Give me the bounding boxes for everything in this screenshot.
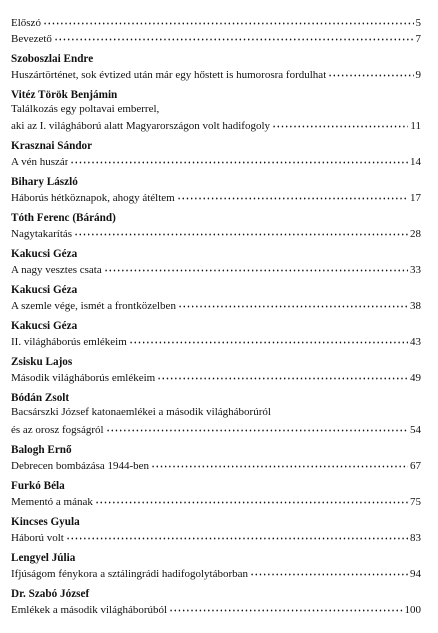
entry-title: II. világháborús emlékeim	[11, 336, 127, 348]
toc-entry	[11, 551, 421, 581]
entry-author: Dr. Szabó József	[11, 587, 90, 600]
dot-leader	[104, 261, 408, 273]
entry-author: Furkó Béla	[11, 479, 65, 492]
dot-leader	[157, 369, 408, 381]
page-number: 38	[410, 300, 421, 312]
entry-author: Krasznai Sándor	[11, 140, 93, 152]
entry-title: A vén huszár	[11, 156, 69, 168]
entry-title: Háború volt	[11, 531, 64, 544]
page-number: 83	[410, 531, 421, 544]
page-number: 33	[410, 264, 421, 276]
toc-entry	[11, 443, 421, 473]
toc-line	[11, 66, 421, 82]
entry-author: Kincses Gyula	[11, 515, 80, 528]
page-number: 67	[410, 459, 421, 472]
entry-title: Mementó a mának	[11, 495, 93, 508]
toc-entry	[11, 30, 421, 46]
toc-entry	[11, 391, 421, 436]
toc-entry	[11, 479, 421, 509]
entry-author: Zsisku Lajos	[11, 356, 73, 368]
toc-entry	[11, 211, 421, 241]
table-of-contents	[11, 14, 421, 616]
page-number: 28	[410, 228, 421, 240]
entry-author: Kakucsi Géza	[11, 248, 78, 260]
toc-line	[11, 30, 421, 46]
toc-entry	[11, 52, 421, 82]
page-number: 7	[415, 32, 421, 45]
toc-entry	[11, 139, 421, 169]
entry-title: Második világháborús emlékeim	[11, 372, 156, 384]
page-number: 75	[410, 495, 421, 508]
toc-entry	[11, 319, 421, 349]
entry-title-line: Bacsárszki József katonaemlékei a második világháborúról	[11, 406, 271, 418]
toc-line	[11, 601, 421, 617]
entry-title-line: és az orosz fogságról	[11, 423, 104, 436]
page-number: 49	[410, 372, 421, 384]
toc-line	[11, 225, 421, 241]
toc-line	[11, 261, 421, 277]
dot-leader	[74, 225, 408, 237]
entry-title: Háborús hétköznapok, ahogy átéltem	[11, 192, 175, 204]
entry-author: Lengyel Júlia	[11, 551, 76, 564]
toc-line	[11, 14, 421, 30]
toc-entry	[11, 88, 421, 133]
toc-entry	[11, 247, 421, 277]
entry-title-line: aki az I. világháború alatt Magyarországon volt hadifogoly	[11, 120, 271, 132]
dot-leader	[95, 493, 408, 505]
page-number: 14	[410, 156, 421, 168]
toc-entry	[11, 175, 421, 205]
page-number: 5	[415, 17, 421, 29]
toc-line	[11, 529, 421, 545]
entry-title: Bevezető	[11, 32, 52, 45]
entry-author: Szoboszlai Endre	[11, 52, 94, 65]
toc-line	[11, 421, 421, 437]
page-number: 17	[410, 192, 421, 204]
toc-entry	[11, 14, 421, 30]
entry-title-line: Találkozás egy poltavai emberrel,	[11, 102, 160, 115]
toc-line	[11, 102, 421, 118]
toc-line	[11, 405, 421, 421]
entry-author: Bódán Zsolt	[11, 392, 70, 404]
dot-leader	[70, 153, 408, 165]
toc-entry	[11, 355, 421, 385]
toc-line	[11, 333, 421, 349]
toc-line	[11, 457, 421, 473]
page-number: 94	[410, 567, 421, 580]
entry-title: Debrecen bombázása 1944-ben	[11, 459, 150, 472]
dot-leader	[43, 14, 414, 26]
page-number: 43	[410, 336, 421, 348]
dot-leader	[272, 117, 408, 129]
entry-title: A szemle vége, ismét a frontközelben	[11, 300, 176, 312]
entry-author: Vitéz Török Benjámin	[11, 88, 118, 101]
dot-leader	[54, 30, 414, 42]
entry-author: Kakucsi Géza	[11, 284, 78, 296]
toc-line	[11, 565, 421, 581]
dot-leader	[169, 601, 402, 613]
entry-title: Huszártörténet, sok évtized után már egy hőstett is humorosra fordulhat	[11, 68, 327, 81]
entry-title: Ifjúságom fénykora a sztálingrádi hadifogolytáborban	[11, 567, 249, 580]
dot-leader	[106, 421, 408, 433]
dot-leader	[178, 297, 408, 309]
dot-leader	[328, 66, 413, 78]
dot-leader	[177, 189, 408, 201]
entry-title: Nagytakarítás	[11, 228, 73, 240]
toc-entry	[11, 283, 421, 313]
dot-leader	[66, 529, 408, 541]
toc-line	[11, 493, 421, 509]
page-number: 11	[410, 120, 421, 132]
page-number: 54	[410, 423, 421, 436]
toc-line	[11, 189, 421, 205]
entry-title: Emlékek a második világháborúból	[11, 603, 168, 616]
toc-line	[11, 369, 421, 385]
entry-author: Kakucsi Géza	[11, 320, 78, 332]
entry-author: Tóth Ferenc (Báránd)	[11, 212, 116, 224]
dot-leader	[250, 565, 408, 577]
page-number: 9	[415, 68, 421, 81]
toc-entry	[11, 515, 421, 545]
dot-leader	[129, 333, 408, 345]
toc-entry	[11, 587, 421, 617]
entry-author: Balogh Ernő	[11, 443, 72, 456]
entry-title: Előszó	[11, 17, 41, 29]
toc-line	[11, 297, 421, 313]
toc-line	[11, 153, 421, 169]
entry-title: A nagy vesztes csata	[11, 264, 102, 276]
entry-author: Bihary László	[11, 176, 78, 188]
toc-line	[11, 117, 421, 133]
page-number: 100	[404, 603, 421, 616]
dot-leader	[151, 457, 408, 469]
